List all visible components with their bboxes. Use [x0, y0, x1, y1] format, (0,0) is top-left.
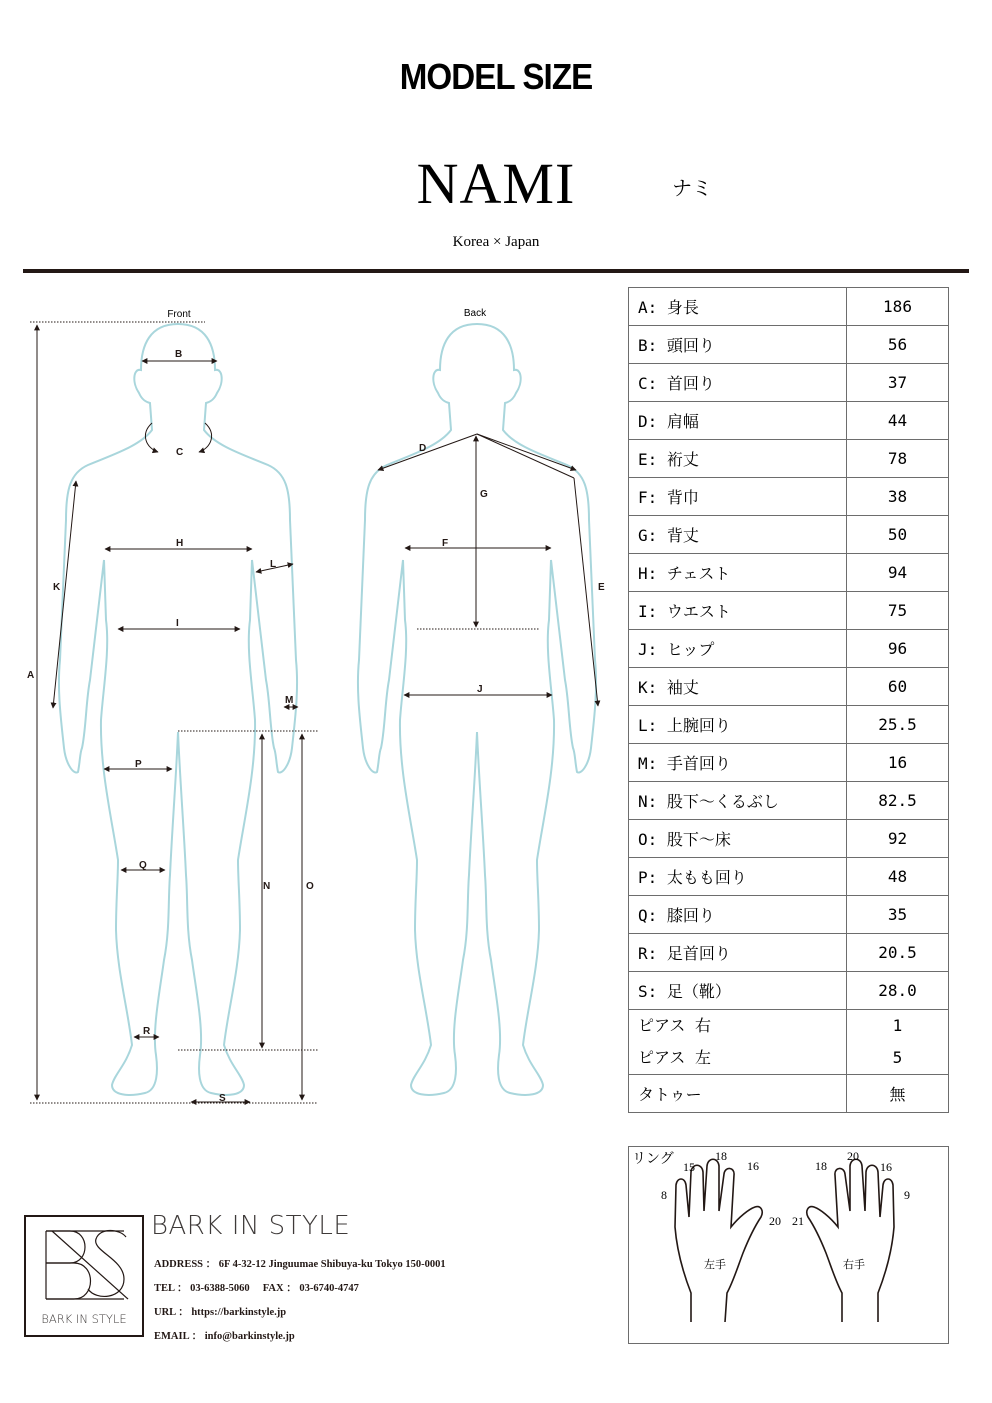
- measurement-value: 78: [847, 440, 949, 478]
- measurement-row: [629, 440, 949, 478]
- measurement-label: O: 股下～床: [629, 820, 847, 858]
- measurement-value: 44: [847, 402, 949, 440]
- right-ring-middle: 20: [847, 1149, 859, 1163]
- marker-r: R: [143, 1026, 151, 1037]
- website-link[interactable]: URL ： https://barkinstyle.jp: [154, 1307, 287, 1318]
- logo-mark: [26, 1217, 142, 1335]
- measurement-row: [629, 288, 949, 326]
- marker-k: K: [53, 582, 61, 593]
- page-title: MODEL SIZE: [399, 56, 593, 97]
- measurement-row: [629, 668, 949, 706]
- marker-l: L: [270, 559, 277, 570]
- marker-s: S: [219, 1093, 226, 1104]
- piercing-value: 5: [892, 1048, 903, 1067]
- measurement-row: [629, 706, 949, 744]
- measurement-label: P: 太もも回り: [629, 858, 847, 896]
- marker-o: O: [306, 881, 314, 892]
- measurement-label: A: 身長: [629, 288, 847, 326]
- measurement-row: [629, 896, 949, 934]
- measurement-value: 75: [847, 592, 949, 630]
- left-ring-ring: 15: [683, 1160, 695, 1174]
- piercing-label: ピアス 左: [638, 1048, 711, 1067]
- tattoo-value: 無: [847, 1075, 949, 1113]
- measurement-row: [629, 592, 949, 630]
- measurement-label: S: 足（靴）: [629, 972, 847, 1010]
- marker-q: Q: [139, 860, 147, 871]
- front-body-outline: [59, 324, 297, 1095]
- model-name: NAMI: [416, 151, 576, 216]
- logo-caption: BARK IN STYLE: [41, 1312, 127, 1326]
- marker-b: B: [175, 349, 183, 360]
- measurement-row: [629, 858, 949, 896]
- piercing-label: ピアス 右: [638, 1016, 711, 1035]
- right-hand-label: 右手: [843, 1258, 865, 1271]
- measurement-value: 94: [847, 554, 949, 592]
- hands-diagram: [629, 1147, 950, 1345]
- measurement-table: [628, 287, 949, 1113]
- measurement-row: [629, 478, 949, 516]
- marker-h: H: [176, 538, 184, 549]
- measurement-value: 50: [847, 516, 949, 554]
- marker-e: E: [598, 582, 605, 593]
- ring-title: リング: [632, 1151, 674, 1167]
- measurement-label: K: 袖丈: [629, 668, 847, 706]
- measurement-row: [629, 402, 949, 440]
- measurement-value: 37: [847, 364, 949, 402]
- measurement-label: R: 足首回り: [629, 934, 847, 972]
- piercing-value: 1: [892, 1016, 903, 1035]
- measurement-row: [629, 744, 949, 782]
- piercing-labels: [629, 1010, 847, 1075]
- marker-a: A: [27, 670, 35, 681]
- right-ring-thumb: 21: [792, 1214, 804, 1228]
- left-ring-index: 16: [747, 1159, 759, 1173]
- email-link[interactable]: EMAIL ： info@barkinstyle.jp: [154, 1331, 295, 1342]
- measurement-value: 48: [847, 858, 949, 896]
- tattoo-label: タトゥー: [629, 1075, 847, 1113]
- left-hand-label: 左手: [704, 1258, 726, 1271]
- left-ring-thumb: 20: [769, 1214, 781, 1228]
- measurement-label: N: 股下～くるぶし: [629, 782, 847, 820]
- marker-n: N: [263, 881, 271, 892]
- body-measurement-diagram: [0, 0, 620, 1120]
- measurement-row: [629, 516, 949, 554]
- right-hand-outline: [807, 1159, 894, 1322]
- tel-fax: TEL ： 03-6388-5060 FAX ： 03-6740-4747: [154, 1283, 359, 1294]
- measurement-value: 28.0: [847, 972, 949, 1010]
- measurement-label: Q: 膝回り: [629, 896, 847, 934]
- measurement-row: [629, 782, 949, 820]
- measurement-row: [629, 326, 949, 364]
- measurement-label: E: 裄丈: [629, 440, 847, 478]
- marker-letters: [27, 349, 605, 1104]
- measurement-value: 82.5: [847, 782, 949, 820]
- brand-logo: [24, 1215, 144, 1337]
- brand-name: BARK IN STYLE: [151, 1211, 351, 1241]
- right-ring-index: 18: [815, 1159, 827, 1173]
- measurement-row: [629, 820, 949, 858]
- left-ring-middle: 18: [715, 1149, 727, 1163]
- measurement-label: D: 肩幅: [629, 402, 847, 440]
- piercing-row: [629, 1010, 949, 1075]
- measurement-label: H: チェスト: [629, 554, 847, 592]
- measurement-label: F: 背巾: [629, 478, 847, 516]
- model-name-kana: ナミ: [672, 176, 712, 200]
- measurement-row: [629, 364, 949, 402]
- measurement-row: [629, 630, 949, 668]
- measurement-value: 56: [847, 326, 949, 364]
- ring-size-panel: [628, 1146, 949, 1344]
- right-ring-pinky: 9: [904, 1188, 910, 1202]
- measurement-value: 60: [847, 668, 949, 706]
- right-ring-ring: 16: [880, 1160, 892, 1174]
- measurement-value: 20.5: [847, 934, 949, 972]
- model-origin: Korea × Japan: [452, 234, 540, 250]
- measurement-label: L: 上腕回り: [629, 706, 847, 744]
- marker-m: M: [285, 695, 294, 706]
- piercing-values: [847, 1010, 949, 1075]
- marker-c: C: [176, 447, 184, 458]
- measurement-row: [629, 934, 949, 972]
- measurement-label: C: 首回り: [629, 364, 847, 402]
- front-label: Front: [167, 309, 191, 320]
- measurement-label: J: ヒップ: [629, 630, 847, 668]
- address: ADDRESS ： 6F 4-32-12 Jinguumae Shibuya-ku Tokyo 150-0001: [154, 1259, 446, 1270]
- back-body-outline: [358, 324, 596, 1095]
- measurement-row: [629, 972, 949, 1010]
- measurement-arrows: [37, 325, 598, 1102]
- measurement-value: 38: [847, 478, 949, 516]
- measurement-value: 92: [847, 820, 949, 858]
- measurement-label: I: ウエスト: [629, 592, 847, 630]
- left-hand-outline: [675, 1159, 762, 1322]
- marker-d: D: [419, 443, 427, 454]
- measurement-value: 16: [847, 744, 949, 782]
- marker-j: J: [477, 684, 483, 695]
- marker-p: P: [135, 759, 142, 770]
- back-label: Back: [463, 308, 487, 319]
- measurement-row: [629, 554, 949, 592]
- measurement-value: 96: [847, 630, 949, 668]
- measurement-value: 186: [847, 288, 949, 326]
- measurement-label: G: 背丈: [629, 516, 847, 554]
- measurement-label: M: 手首回り: [629, 744, 847, 782]
- measurement-value: 25.5: [847, 706, 949, 744]
- marker-i: I: [176, 618, 179, 629]
- tattoo-row: [629, 1075, 949, 1113]
- measurement-value: 35: [847, 896, 949, 934]
- marker-g: G: [480, 489, 488, 500]
- marker-f: F: [442, 538, 449, 549]
- measurement-label: B: 頭回り: [629, 326, 847, 364]
- left-ring-pinky: 8: [661, 1188, 667, 1202]
